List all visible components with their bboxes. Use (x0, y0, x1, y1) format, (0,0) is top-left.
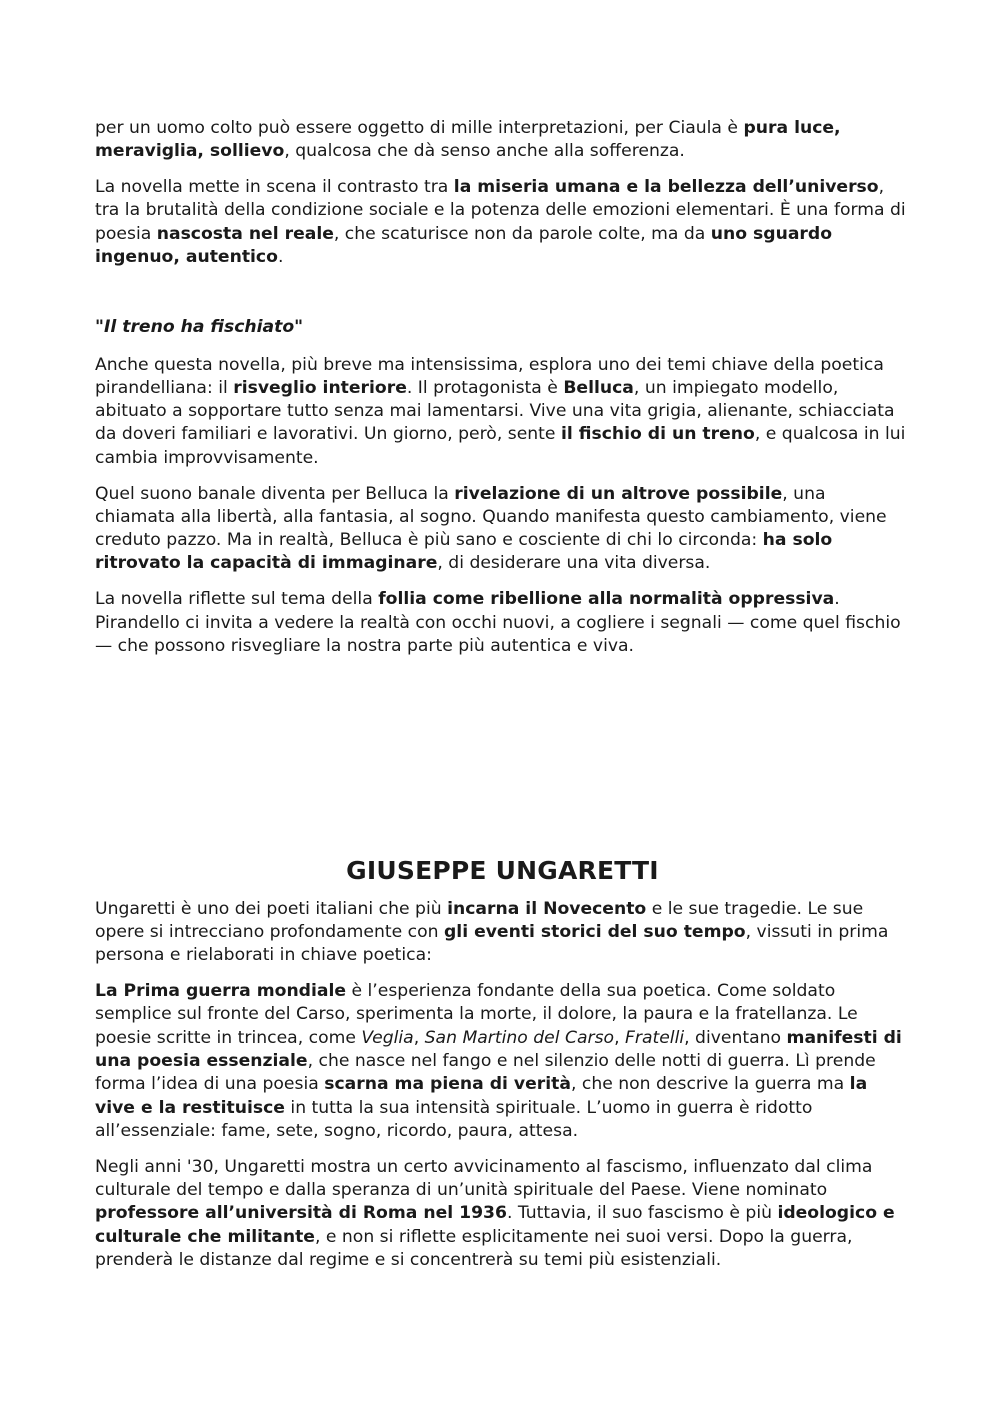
text: , (614, 1027, 625, 1048)
text: . Tuttavia, il suo fascismo è più (506, 1203, 778, 1224)
italic-text: San Martino del Carso (424, 1027, 615, 1048)
text: , di desiderare una vita diversa. (437, 553, 711, 574)
bold-text: uno sguardo ingenuo, autentico (95, 223, 833, 267)
paragraph-fascismo (95, 1156, 910, 1272)
paragraph-ciaula-end (95, 117, 910, 164)
bold-text: ideologico e culturale che militante (95, 1203, 895, 1247)
bold-text: Belluca (563, 377, 634, 398)
text: , (413, 1027, 425, 1048)
text: , che non descrive la guerra ma (570, 1074, 850, 1095)
text: in tutta la sua intensità spirituale. L’uomo in guerra è ridotto all’essenziale: fame, sete, sogno, ricordo, paura, attesa. (95, 1097, 813, 1141)
text: Quel suono banale diventa per Belluca la (95, 483, 455, 504)
italic-text: Veglia (361, 1027, 414, 1048)
bold-text: risveglio interiore (233, 377, 407, 398)
bold-text: scarna ma piena di verità (324, 1074, 571, 1095)
subtitle-treno: "Il treno ha fischiato" (95, 317, 304, 338)
text: , diventano (684, 1027, 787, 1048)
section-title-ungaretti: GIUSEPPE UNGARETTI (346, 855, 659, 885)
text: Ungaretti è uno dei poeti italiani che più (95, 898, 448, 919)
bold-text: professore all’università di Roma nel 1936 (95, 1203, 507, 1224)
bold-text: gli eventi storici del suo tempo (444, 921, 746, 942)
text: , che scaturisce non da parole colte, ma da (333, 223, 711, 244)
bold-text: La Prima guerra mondiale (95, 981, 347, 1002)
text: , una chiamata alla libertà, alla fantasia, al sogno. Quando manifesta questo cambiamento, viene creduto pazzo. Ma in realtà, Belluca è più sano e cosciente di chi lo circonda: (95, 483, 887, 551)
text: , tra la brutalità della condizione sociale e la potenza delle emozioni elementari. È una forma di poesia (95, 177, 906, 244)
text: . Il protagonista è (406, 377, 564, 398)
paragraph-follia (95, 588, 910, 658)
document-page (95, 117, 910, 1285)
text: per un uomo colto può essere oggetto di mille interpretazioni, per Ciaula è (95, 118, 744, 138)
text: è l’esperienza fondante della sua poetica. Come soldato semplice sul fronte del Carso, sperimenta la morte, il dolore, la paura e la fratellanza. Le poesie scritte in trincea, come (95, 981, 858, 1048)
bold-text: incarna il Novecento (447, 898, 647, 919)
bold-text: follia come ribellione alla normalità oppressiva (378, 589, 835, 610)
paragraph-rivelazione (95, 483, 910, 576)
bold-text: manifesti di una poesia essenziale (95, 1027, 902, 1071)
bold-text: pura luce, meraviglia, sollievo (95, 118, 841, 162)
bold-text: il fischio di un treno (560, 424, 755, 445)
text: , qualcosa che dà senso anche alla sofferenza. (284, 141, 685, 162)
paragraph-ungaretti-intro (95, 898, 910, 968)
text: , che nasce nel fango e nel silenzio delle notti di guerra. Lì prende forma l’idea di una poesia (95, 1050, 876, 1095)
text: Anche questa novella, più breve ma intensissima, esplora uno dei temi chiave della poetica pirandelliana: il (95, 354, 884, 398)
text: , e non si riflette esplicitamente nei suoi versi. Dopo la guerra, prenderà le distanze dal regime e si concentrerà su temi più esistenziali. (95, 1226, 853, 1270)
text: Negli anni '30, Ungaretti mostra un certo avvicinamento al fascismo, influenzato dal clima culturale del tempo e dalla speranza di un’unità spirituale del Paese. Viene nominato (95, 1156, 873, 1200)
text: . Pirandello ci invita a vedere la realtà con occhi nuovi, a cogliere i segnali — come quel fischio — che possono risvegliare la nostra parte più autentica e viva. (95, 589, 901, 656)
bold-text: la miseria umana e la bellezza dell’universo (453, 177, 879, 198)
bold-text: la vive e la restituisce (95, 1074, 868, 1118)
text: , vissuti in prima persona e rielaborati in chiave poetica: (95, 921, 889, 966)
bold-text: ha solo ritrovato la capacità di immaginare (95, 530, 833, 574)
subtitle-text: Il treno ha fischiato (103, 317, 295, 338)
bold-text: rivelazione di un altrove possibile (454, 483, 783, 504)
text: e le sue tragedie. Le sue opere si intrecciano profondamente con (95, 898, 864, 942)
bold-text: nascosta nel reale (156, 223, 334, 244)
paragraph-contrast (95, 176, 910, 269)
paragraph-belluca (95, 354, 910, 470)
text: La novella mette in scena il contrasto tra (95, 177, 454, 198)
text: . (277, 246, 284, 267)
text: , un impiegato modello, abituato a sopportare tutto senza mai lamentarsi. Vive una vita grigia, alienante, schiacciata da doveri familiari e lavorativi. Un giorno, però, sente (95, 377, 895, 445)
text: , e qualcosa in lui cambia improvvisamente. (95, 424, 906, 468)
paragraph-prima-guerra (95, 980, 910, 1143)
text: La novella riflette sul tema della (95, 589, 379, 610)
italic-text: Fratelli (625, 1027, 685, 1048)
section-spacer (95, 671, 910, 856)
